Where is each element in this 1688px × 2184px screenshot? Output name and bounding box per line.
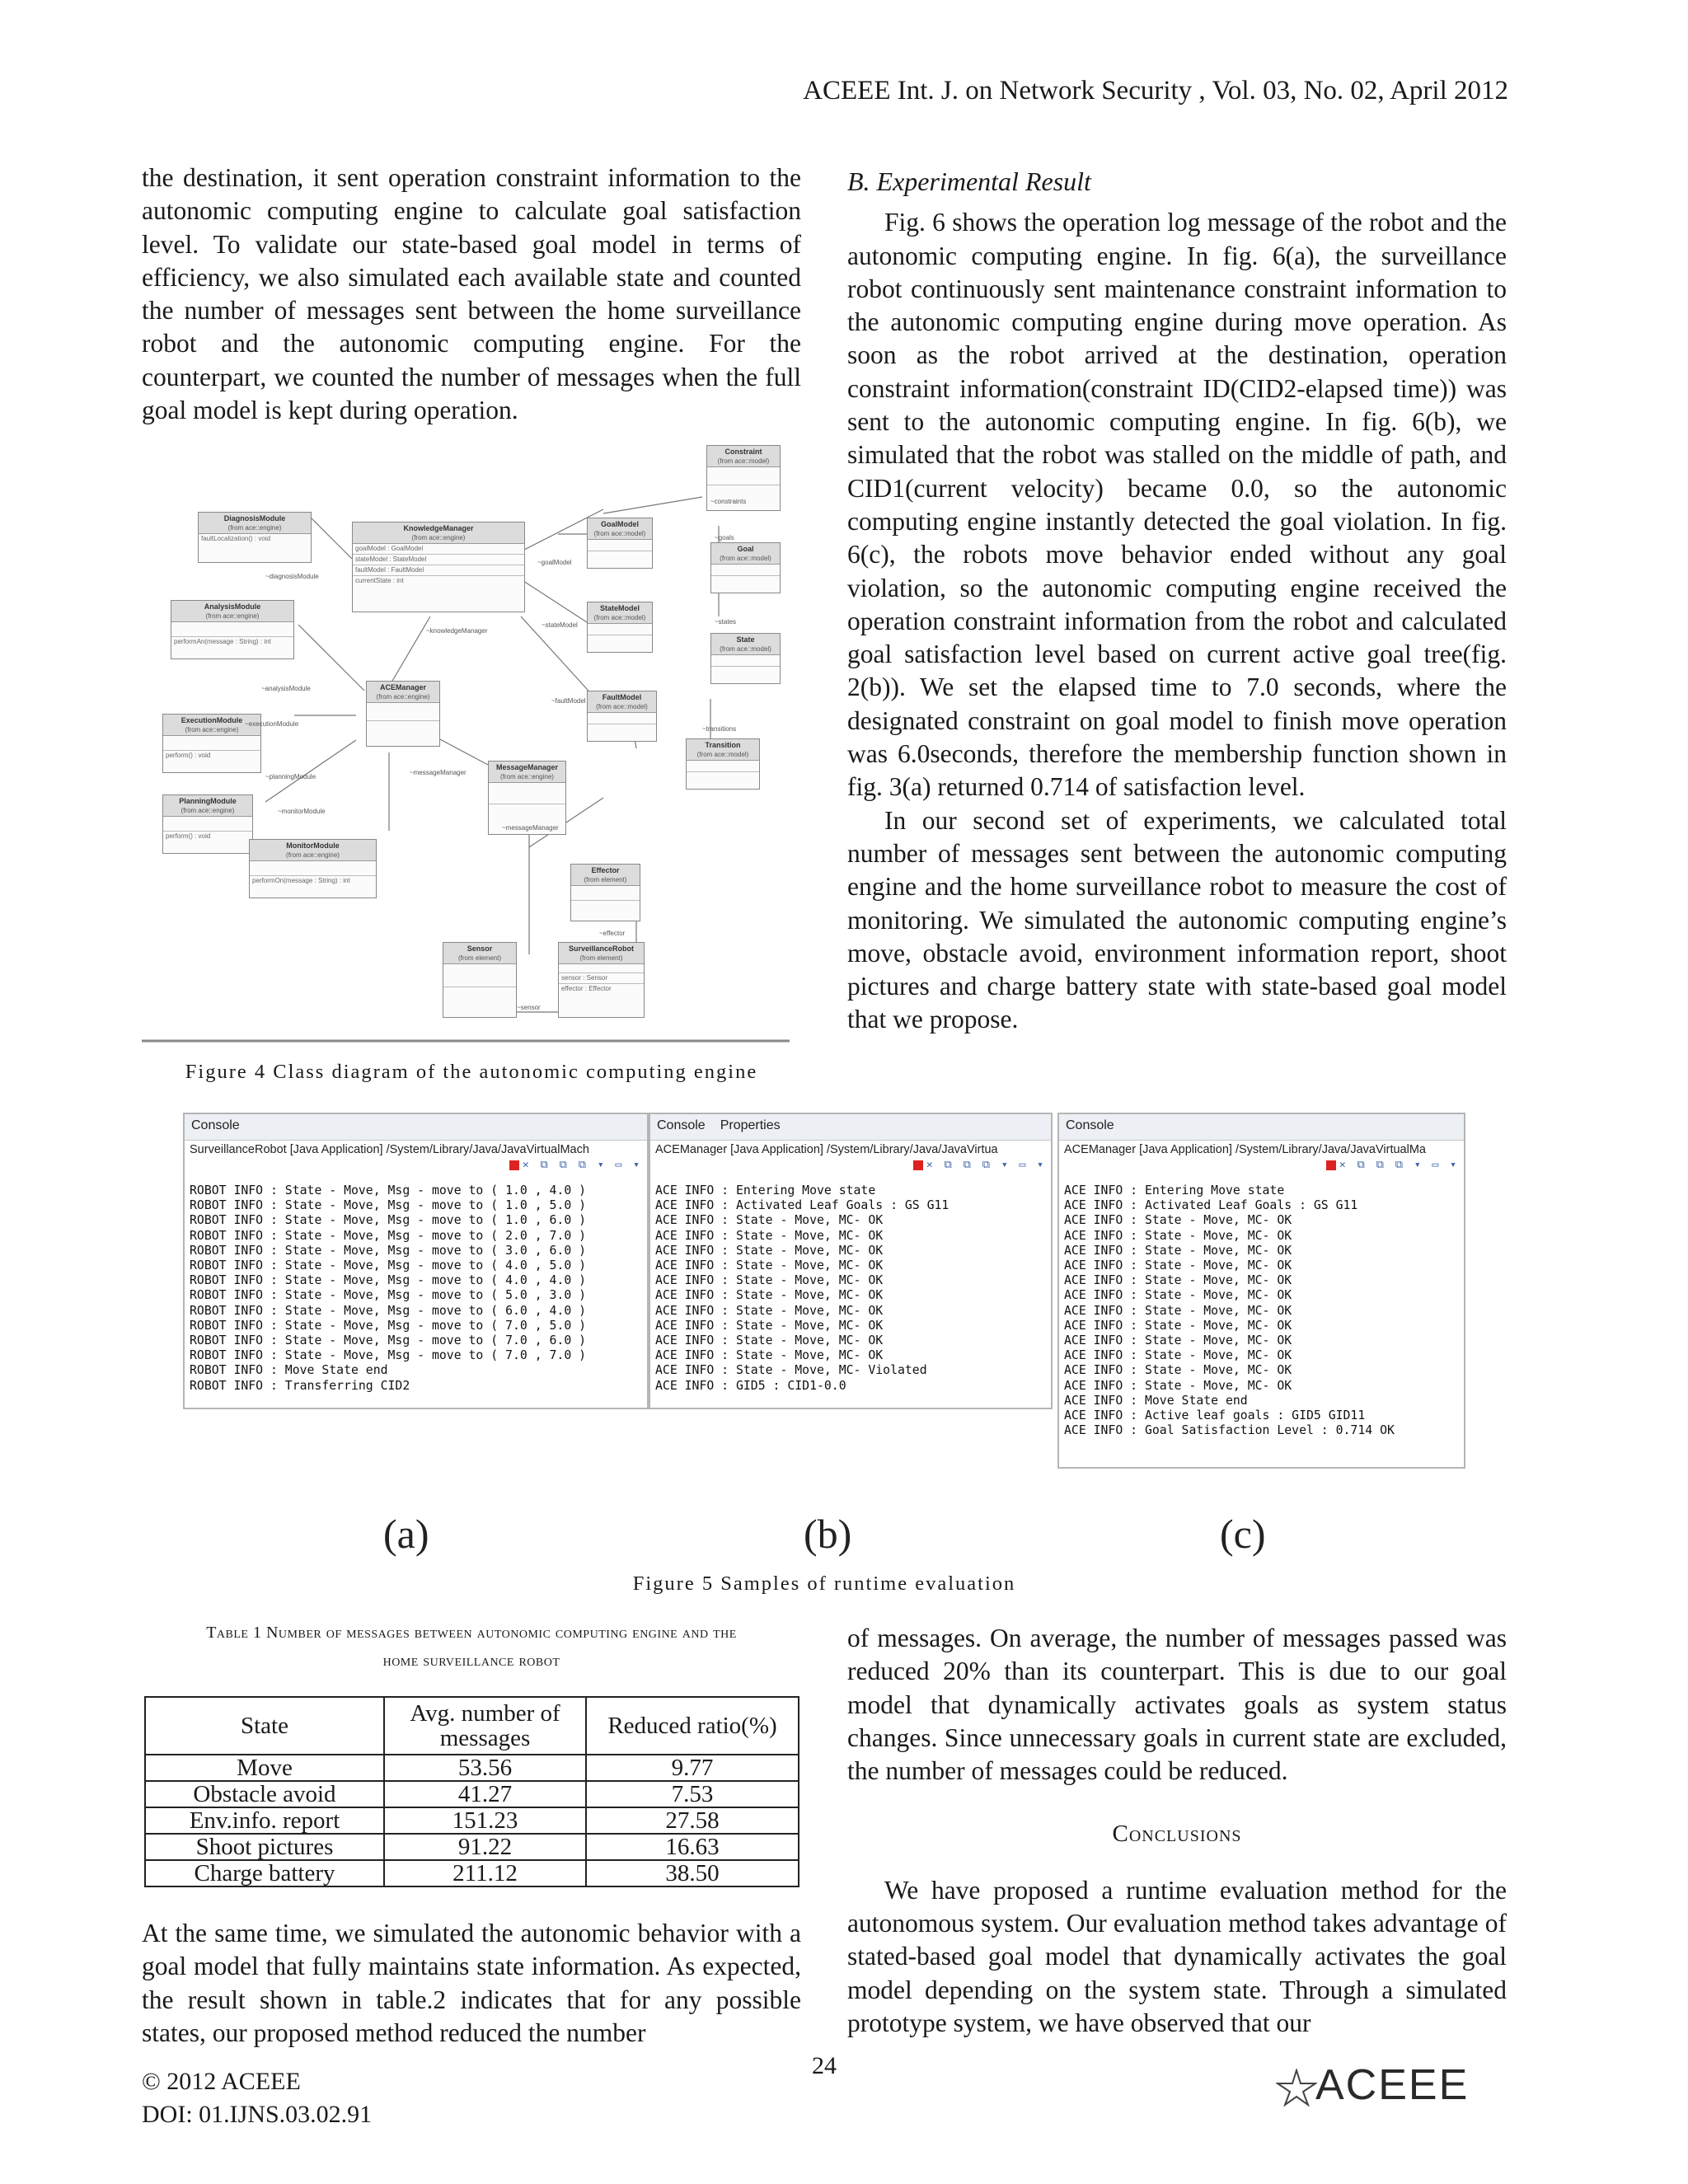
class-operations-empty [588,635,652,647]
table-header-cell: State [145,1697,384,1755]
terminate-icon[interactable] [1326,1160,1336,1170]
console-line: ACE INFO : State - Move, MC- OK [1064,1333,1292,1348]
star-icon [1276,2069,1317,2107]
class-package: (from ace::model) [717,457,770,465]
properties-tab[interactable]: Properties [720,1118,781,1132]
console-line: ACE INFO : State - Move, MC- OK [655,1243,884,1258]
left-column-bottom [142,1917,801,2050]
class-name: Goal [737,545,754,553]
right-column-top [847,165,1507,1037]
class-effector [570,864,640,921]
console-toolbar[interactable]: ✕ ⧉ ⧉ ⧉ ▾ ▭ ▾ [185,1159,647,1180]
console-line: ACE INFO : State - Move, MC- OK [655,1213,884,1228]
class-attributes-empty [687,761,759,772]
console-line: ROBOT INFO : State - Move, Msg - move to ( 7.0 , 5.0 ) [190,1318,587,1333]
console-line: ACE INFO : State - Move, MC- OK [655,1348,884,1363]
console-line: ROBOT INFO : State - Move, Msg - move to ( 4.0 , 5.0 ) [190,1258,587,1273]
class-package: (from ace::engine) [500,773,554,780]
table-cell: 91.22 [384,1834,586,1860]
role-label: ~messageManager [410,769,467,776]
class-attribute: effector : Effector [561,985,612,992]
logo-text: ACEEE [1315,2061,1470,2109]
right-paragraph-3: of messages. On average, the number of messages passed was reduced 20% than its counterpart. This is due to our goal model that dynamically activates goals as system status changes. Since unnecessary goals in current state are excluded, the number of messages could be reduced. [847,1624,1507,1786]
console-line: ACE INFO : State - Move, MC- OK [1064,1258,1292,1273]
console-line: ROBOT INFO : State - Move, Msg - move to ( 6.0 , 4.0 ) [190,1303,587,1318]
class-attributes-empty [711,565,780,576]
class-name: PlanningModule [179,797,237,805]
figure4-caption: Figure 4 Class diagram of the autonomic computing engine [185,1061,758,1083]
console-line: ACE INFO : State - Move, MC- OK [1064,1348,1292,1363]
console-line: ACE INFO : State - Move, MC- OK [655,1228,884,1243]
console-line: ACE INFO : State - Move, MC- OK [655,1303,884,1318]
class-name: Constraint [724,448,762,456]
class-attribute: stateModel : StateModel [353,555,524,565]
console-line: ROBOT INFO : Transferring CID2 [190,1378,410,1393]
class-package: (from ace::model) [596,703,648,710]
console-line: ACE INFO : State - Move, MC- OK [1064,1273,1292,1288]
class-attributes-empty [443,964,516,987]
class-name: GoalModel [600,520,639,528]
role-label: ~messageManager [502,824,559,832]
class-attribute: sensor : Sensor [559,973,644,984]
class-operations-empty [367,721,439,739]
class-attributes-empty [163,736,260,751]
console-tabbar [650,1114,1051,1141]
role-label: ~constraints [710,498,747,505]
class-attributes-empty [711,655,780,667]
console-line: ACE INFO : State - Move, MC- Violated [655,1363,927,1378]
class-attributes-empty [367,703,439,721]
class-transition [686,738,760,790]
table-cell: 16.63 [586,1834,799,1860]
right-paragraph-1: Fig. 6 shows the operation log message of the robot and the autonomic computing engine. In fig. 6(a), the surveillance robot continuously sent maintenance constraint information to the autonomic computing engine during move operation. As soon as the robot arrived at the destination, operation constraint information(constraint ID(CID2-elapsed time)) was sent to the autonomic computing engine. In fig. 6(b), we simulated that the robot was stalled on the middle of path, and CID1(current velocity) became 0.0, so the autonomic computing engine instantly detected the goal violation. In fig. 6(c), the robots move behavior ended without any goal violation, so the autonomic computing engine received the operation constraint information from the robot and calculated goal satisfaction level based on current active goal tree(fig. 2(b)). We set the elapsed time to 7.0 seconds, where the designated constraint on goal model to finish move operation was 6.0seconds, therefore the membership function shown in fig. 3(a) returned 0.714 of satisfaction level. [847,208,1507,802]
class-operations-empty [711,576,780,588]
console-tabbar [185,1114,647,1141]
console-line: ACE INFO : State - Move, MC- OK [655,1318,884,1333]
table1 [144,1696,799,1887]
class-name: FaultModel [602,693,642,701]
console-line: ROBOT INFO : State - Move, Msg - move to ( 3.0 , 6.0 ) [190,1243,587,1258]
console-launch-path: ACEManager [Java Application] /System/Library/Java/JavaVirtualMa [1064,1143,1426,1156]
table-cell: Charge battery [145,1860,384,1886]
class-attributes-empty [571,886,640,901]
table1-caption-line1: Table 1 Number of messages between autonomic computing engine and the [206,1624,737,1642]
console-toolbar[interactable]: ✕ ⧉ ⧉ ⧉ ▾ ▭ ▾ [650,1159,1051,1180]
console-line: ACE INFO : State - Move, MC- OK [1064,1288,1292,1303]
role-label: ~goals [715,534,734,541]
table-header-row [145,1697,799,1755]
console-line: ACE INFO : State - Move, MC- OK [655,1273,884,1288]
console-line: ROBOT INFO : State - Move, Msg - move to ( 2.0 , 7.0 ) [190,1228,587,1243]
class-package: (from ace::engine) [227,524,282,532]
table-cell: 38.50 [586,1860,799,1886]
panel-label-b: (b) [804,1511,852,1557]
class-name: ACEManager [379,683,426,691]
class-package: (from ace::engine) [181,807,235,814]
class-package: (from ace::model) [696,751,749,758]
class-surveillance-robot [558,942,645,1018]
class-analysis-module [171,600,294,659]
class-attributes-empty [163,817,252,832]
figure4-class-diagram [142,435,790,1045]
right-paragraph-4: We have proposed a runtime evaluation method for the autonomous system. Our evaluation method takes advantage of stated-based goal model that dynamically activates the goal model depending on the system state. Through a simulated prototype system, we have observed that our [847,1875,1507,2037]
console-line: ACE INFO : Activated Leaf Goals : GS G11 [1064,1198,1358,1213]
console-tab[interactable]: Console [657,1118,706,1132]
role-label: ~faultModel [551,697,586,705]
console-launch-path: SurveillanceRobot [Java Application] /System/Library/Java/JavaVirtualMach [190,1143,589,1156]
console-line: ACE INFO : State - Move, MC- OK [1064,1243,1292,1258]
console-panel-b [649,1113,1053,1409]
console-line: ACE INFO : State - Move, MC- OK [655,1288,884,1303]
class-name: Effector [591,866,620,874]
console-line: ROBOT INFO : State - Move, Msg - move to ( 7.0 , 6.0 ) [190,1333,587,1348]
class-operations-empty [687,772,759,784]
left-column-top [142,162,801,427]
table-cell: Shoot pictures [145,1834,384,1860]
class-name: StateModel [599,604,640,612]
role-label: ~planningModule [265,773,316,780]
console-line: ROBOT INFO : State - Move, Msg - move to ( 4.0 , 4.0 ) [190,1273,587,1288]
class-attributes-empty [588,624,652,635]
class-fault-model [587,691,657,742]
role-label: ~executionModule [245,720,299,728]
class-knowledge-manager [352,522,525,612]
class-operations-empty [443,987,516,1010]
console-line: ROBOT INFO : State - Move, Msg - move to ( 1.0 , 5.0 ) [190,1198,587,1213]
table-cell: 27.58 [586,1807,799,1834]
terminate-icon[interactable] [913,1160,923,1170]
left-paragraph-1: the destination, it sent operation constraint information to the autonomic computing engine to calculate goal satisfaction level. To validate our state-based goal model in terms of efficiency, we also simulated each available state and counted the number of messages sent between the home surveillance robot and the autonomic computing engine. For the counterpart, we counted the number of messages when the full goal model is kept during operation. [142,163,801,425]
role-label: ~goalModel [537,559,572,566]
class-name: DiagnosisModule [223,514,286,523]
class-name: AnalysisModule [204,602,261,611]
console-line: ACE INFO : State - Move, MC- OK [1064,1363,1292,1378]
role-label: ~transitions [702,725,737,733]
page-number: 24 [812,2052,837,2079]
console-line: ACE INFO : State - Move, MC- OK [1064,1303,1292,1318]
class-package: (from ace::model) [593,614,646,621]
console-tab[interactable]: Console [1066,1118,1114,1132]
panel-label-a: (a) [383,1511,429,1557]
table-cell: Env.info. report [145,1807,384,1834]
class-name: Transition [705,741,741,749]
class-operation: faultLocalization() : void [201,535,271,542]
class-package: (from ace::engine) [286,851,340,859]
table-cell: 41.27 [384,1781,586,1807]
role-label: ~diagnosisModule [265,573,319,580]
role-label: ~states [715,618,737,626]
class-package: (from ace::model) [720,555,771,562]
copyright: © 2012 ACEEE [142,2068,301,2095]
console-tab[interactable]: Console [191,1118,240,1132]
class-name: Sensor [467,944,493,953]
console-line: ROBOT INFO : State - Move, Msg - move to ( 1.0 , 4.0 ) [190,1183,587,1197]
class-operation: performAn(message : String) : int [174,638,271,645]
class-attributes-empty [250,861,376,876]
class-operation: perform() : void [166,832,211,840]
class-diagnosis-module [198,512,312,563]
role-label: ~analysisModule [261,685,311,692]
console-line: ACE INFO : State - Move, MC- OK [1064,1228,1292,1243]
role-label: ~effector [599,930,626,937]
aceee-logo [1276,2059,1515,2116]
table-row [145,1834,799,1860]
console-line: ROBOT INFO : State - Move, Msg - move to ( 1.0 , 6.0 ) [190,1213,587,1228]
console-output [1059,1180,1464,1441]
console-line: ACE INFO : GID5 : CID1-0.0 [655,1378,846,1393]
section-b-heading: B. Experimental Result [847,166,1091,196]
console-line: ROBOT INFO : State - Move, Msg - move to ( 7.0 , 7.0 ) [190,1348,587,1363]
class-package: (from ace::engine) [205,612,260,620]
table-cell: 9.77 [586,1755,799,1781]
class-name: State [736,635,755,644]
class-monitor-module [249,839,377,898]
terminate-icon[interactable] [509,1160,519,1170]
table1-caption-line2: home surveillance robot [382,1652,560,1670]
class-package: (from ace::engine) [185,726,239,733]
console-line: ACE INFO : State - Move, MC- OK [1064,1378,1292,1393]
class-package: (from element) [584,876,627,883]
class-name: MonitorModule [286,841,340,850]
table-header-cell: Avg. number of messages [384,1697,586,1755]
table-row [145,1860,799,1886]
class-attributes-empty [588,713,656,724]
console-line: ROBOT INFO : Move State end [190,1363,388,1378]
class-operations-empty [588,724,656,736]
class-goal-model [587,518,653,569]
console-line: ACE INFO : Activated Leaf Goals : GS G11 [655,1198,950,1213]
class-sensor [443,942,517,1018]
class-package: (from element) [579,954,623,962]
console-panel-a [183,1113,649,1409]
class-package: (from ace::engine) [411,534,466,541]
class-operations-empty [588,551,652,563]
class-name: KnowledgeManager [403,524,474,532]
console-line: ACE INFO : Active leaf goals : GID5 GID11 [1064,1408,1366,1423]
class-name: ExecutionModule [181,716,243,724]
console-tabbar [1059,1114,1464,1141]
class-package: (from element) [457,954,501,962]
table1-caption [142,1619,801,1675]
console-line: ACE INFO : State - Move, MC- OK [1064,1213,1292,1228]
right-paragraph-2: In our second set of experiments, we calculated total number of messages sent between the autonomic computing engine and the home surveillance robot to measure the cost of monitoring. We simulated the autonomic computing engine’s move, obstacle avoid, environment information report, shoot pictures and charge battery state with state-based goal model that we propose. [847,805,1507,1034]
class-attribute: goalModel : GoalModel [353,544,524,555]
class-attributes-empty [489,783,565,804]
class-attributes-empty [588,540,652,551]
table-cell: Obstacle avoid [145,1781,384,1807]
class-state-model [587,602,653,653]
class-attribute: currentState : int [355,577,404,584]
class-ace-manager [366,681,440,747]
class-package: (from ace::model) [593,530,646,537]
table-row [145,1781,799,1807]
class-package: (from ace::model) [720,645,771,653]
console-line: ACE INFO : Goal Satisfaction Level : 0.714 OK [1064,1423,1395,1438]
console-output [650,1180,1051,1397]
class-name: SurveillanceRobot [568,944,635,953]
table-cell: 151.23 [384,1807,586,1834]
footer-left [142,2065,372,2131]
class-operation: perform() : void [166,752,211,759]
console-launch-path: ACEManager [Java Application] /System/Library/Java/JavaVirtua [655,1143,998,1156]
class-operations-empty [489,804,565,826]
right-column-bottom [847,1622,1507,2040]
console-line: ACE INFO : Move State end [1064,1393,1248,1408]
console-line: ROBOT INFO : State - Move, Msg - move to ( 5.0 , 3.0 ) [190,1288,587,1303]
class-attributes-empty [707,467,780,485]
console-line: ACE INFO : Entering Move state [1064,1183,1285,1197]
class-name: MessageManager [495,763,559,771]
table-row [145,1807,799,1834]
class-goal [710,542,781,593]
role-label: ~monitorModule [278,808,326,815]
table-cell: 7.53 [586,1781,799,1807]
console-line: ACE INFO : State - Move, MC- OK [655,1258,884,1273]
console-line: ACE INFO : Entering Move state [655,1183,876,1197]
class-attributes-empty [559,964,644,973]
role-label: ~knowledgeManager [426,627,488,635]
class-operations-empty [711,667,780,678]
console-panel-c [1057,1113,1465,1469]
console-toolbar[interactable]: ✕ ⧉ ⧉ ⧉ ▾ ▭ ▾ [1059,1159,1464,1180]
table-cell: Move [145,1755,384,1781]
console-output [185,1180,647,1397]
class-attributes-empty [171,622,293,637]
panel-label-c: (c) [1220,1511,1266,1557]
left-paragraph-2: At the same time, we simulated the autonomic behavior with a goal model that fully maintains state information. As expected, the result shown in table.2 indicates that for any possible states, our proposed method reduced the number [142,1919,801,2047]
journal-header: ACEEE Int. J. on Network Security , Vol. 03, No. 02, April 2012 [803,76,1508,105]
class-operation: performOn(message : String) : int [252,877,350,884]
class-package: (from ace::engine) [376,693,430,701]
console-line: ACE INFO : State - Move, MC- OK [1064,1318,1292,1333]
table-row [145,1755,799,1781]
table-cell: 53.56 [384,1755,586,1781]
role-label: ~sensor [517,1004,541,1011]
table-cell: 211.12 [384,1860,586,1886]
console-line: ACE INFO : State - Move, MC- OK [655,1333,884,1348]
class-state [710,633,781,684]
table-header-cell: Reduced ratio(%) [586,1697,799,1755]
figure5-caption: Figure 5 Samples of runtime evaluation [632,1572,1016,1595]
class-planning-module [162,794,253,854]
doi: DOI: 01.IJNS.03.02.91 [142,2101,373,2128]
class-operations-empty [571,901,640,916]
conclusions-heading: Conclusions [1112,1821,1242,1848]
class-attribute: faultModel : FaultModel [353,565,524,576]
role-label: ~stateModel [542,621,578,629]
